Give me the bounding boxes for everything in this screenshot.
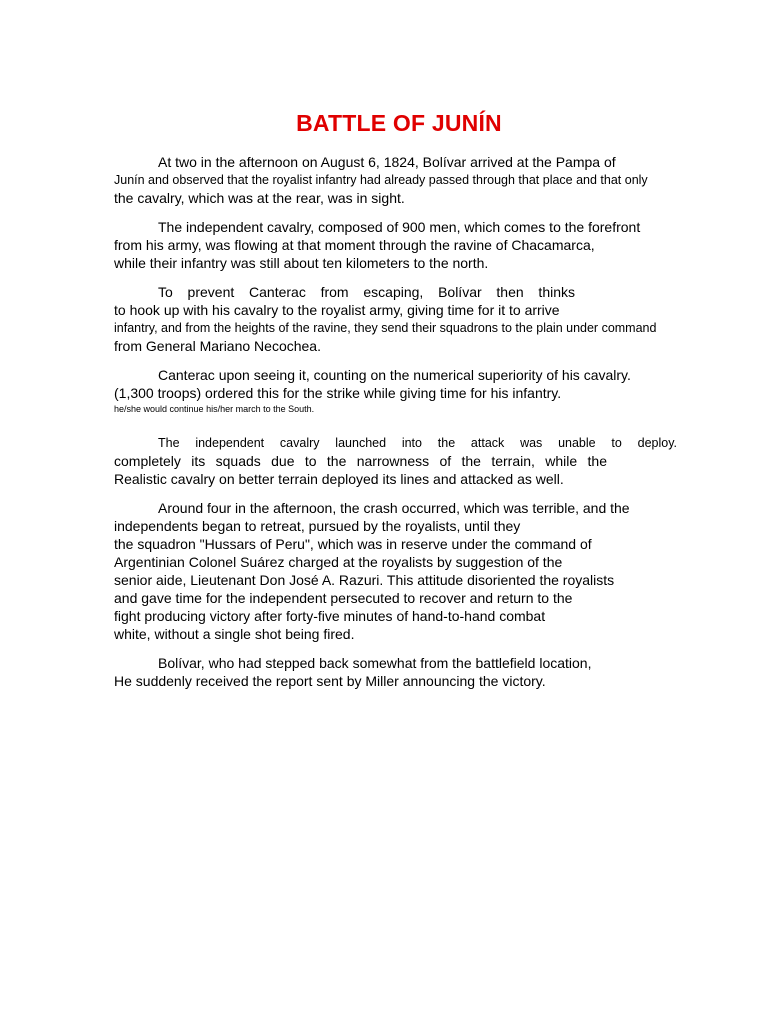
- paragraph-line: Realistic cavalry on better terrain deployed its lines and attacked as well.: [114, 471, 564, 487]
- paragraph-line: the squadron "Hussars of Peru", which was in reserve under the command of: [114, 536, 592, 552]
- paragraph-line: while their infantry was still about ten kilometers to the north.: [114, 255, 489, 271]
- paragraph-7: [114, 654, 677, 690]
- paragraph-line: He suddenly received the report sent by Miller announcing the victory.: [114, 673, 546, 689]
- paragraph-line: The independent cavalry, composed of 900 men, which comes to the forefront: [158, 219, 641, 235]
- paragraph-line: Canterac upon seeing it, counting on the numerical superiority of his cavalry.: [158, 367, 631, 383]
- paragraph-line: Junín and observed that the royalist infantry had already passed through that place and that only: [114, 173, 648, 187]
- paragraph-line: from General Mariano Necochea.: [114, 338, 321, 354]
- paragraph-line: completely its squads due to the narrowness of the terrain, while the: [114, 453, 607, 469]
- paragraph-5: [114, 434, 677, 488]
- paragraph-line: Around four in the afternoon, the crash occurred, which was terrible, and the: [158, 500, 630, 516]
- paragraph-line: infantry, and from the heights of the ravine, they send their squadrons to the plain under command: [114, 321, 657, 335]
- paragraph-6: [114, 499, 677, 643]
- paragraph-line: fight producing victory after forty-five minutes of hand-to-hand combat: [114, 608, 546, 624]
- paragraph-line: the cavalry, which was at the rear, was in sight.: [114, 190, 405, 206]
- paragraph-line: At two in the afternoon on August 6, 1824, Bolívar arrived at the Pampa of: [158, 154, 616, 170]
- document-title: BATTLE OF JUNÍN: [296, 110, 502, 136]
- paragraph-line: to hook up with his cavalry to the royalist army, giving time for it to arrive: [114, 302, 560, 318]
- document-body: [114, 153, 677, 701]
- paragraph-1: [114, 153, 677, 207]
- paragraph-line: he/she would continue his/her march to the South.: [114, 404, 315, 414]
- paragraph-line: To prevent Canterac from escaping, Bolívar then thinks: [158, 284, 575, 300]
- paragraph-line: Bolívar, who had stepped back somewhat from the battlefield location,: [158, 655, 592, 671]
- paragraph-line: white, without a single shot being fired.: [114, 626, 355, 642]
- paragraph-line: (1,300 troops) ordered this for the strike while giving time for his infantry.: [114, 385, 562, 401]
- paragraph-line: senior aide, Lieutenant Don José A. Razuri. This attitude disoriented the royalists: [114, 572, 615, 588]
- paragraph-4: [114, 366, 677, 416]
- paragraph-line: from his army, was flowing at that moment through the ravine of Chacamarca,: [114, 237, 595, 253]
- paragraph-3: [114, 283, 677, 355]
- paragraph-line: Argentinian Colonel Suárez charged at the royalists by suggestion of the: [114, 554, 563, 570]
- paragraph-2: [114, 218, 677, 272]
- paragraph-line: The independent cavalry launched into the attack was unable to deploy.: [158, 436, 677, 450]
- paragraph-line: and gave time for the independent persecuted to recover and return to the: [114, 590, 573, 606]
- paragraph-line: independents began to retreat, pursued by the royalists, until they: [114, 518, 521, 534]
